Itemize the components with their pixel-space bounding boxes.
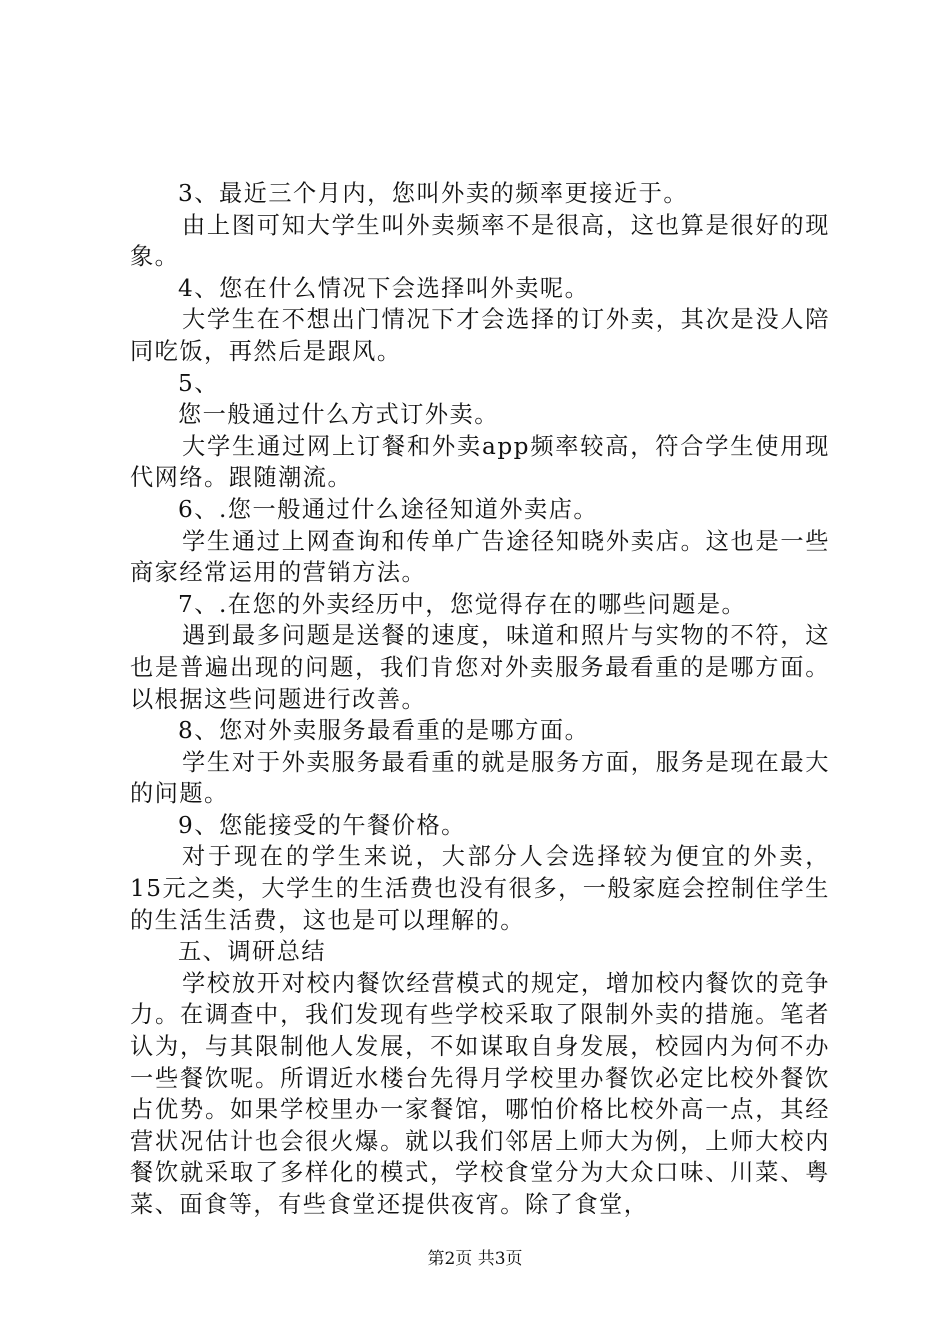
section-heading-summary: 五、调研总结 bbox=[178, 938, 327, 966]
answer-4: 大学生在不想出门情况下才会选择的订外卖，其次是没人陪同吃饭，再然后是跟风。 bbox=[130, 306, 830, 365]
question-8: 8、您对外卖服务最看重的是哪方面。 bbox=[178, 717, 590, 745]
answer-6: 学生通过上网查询和传单广告途径知晓外卖店。这也是一些商家经常运用的营销方法。 bbox=[130, 527, 830, 587]
answer-9: 对于现在的学生来说，大部分人会选择较为便宜的外卖，15元之类，大学生的生活费也没有很多，一般家庭会控制住学生的生活生活费，这也是可以理解的。 bbox=[130, 843, 830, 934]
document-body bbox=[130, 178, 830, 1221]
question-7: 7、.在您的外卖经历中，您觉得存在的哪些问题是。 bbox=[178, 590, 747, 618]
answer-5: 大学生通过网上订餐和外卖app频率较高，符合学生使用现代网络。跟随潮流。 bbox=[130, 432, 830, 492]
question-6: 6、.您一般通过什么途径知道外卖店。 bbox=[178, 495, 599, 523]
summary-paragraph: 学校放开对校内餐饮经营模式的规定，增加校内餐饮的竞争力。在调查中，我们发现有些学校采取了限制外卖的措施。笔者认为，与其限制他人发展，不如谋取自身发展，校园内为何不办一些餐饮呢。所谓近水楼台先得月学校里办餐饮必定比校外餐饮占优势。如果学校里办一家餐馆，哪怕价格比校外高一点，其经营状况估计也会很火爆。就以我们邻居上师大为例，上师大校内餐饮就采取了多样化的模式，学校食堂分为大众口味、川菜、粤菜、面食等，有些食堂还提供夜宵。除了食堂， bbox=[130, 969, 830, 1218]
answer-3: 由上图可知大学生叫外卖频率不是很高，这也算是很好的现象。 bbox=[130, 211, 830, 271]
question-3: 3、最近三个月内，您叫外卖的频率更接近于。 bbox=[178, 180, 689, 207]
question-5-number: 5、 bbox=[178, 369, 219, 397]
page-footer: 第2页 共3页 bbox=[427, 1249, 523, 1269]
answer-7: 遇到最多问题是送餐的速度，味道和照片与实物的不符，这也是普遍出现的问题，我们肯您对外卖服务最看重的是哪方面。以根据这些问题进行改善。 bbox=[130, 622, 830, 713]
question-9: 9、您能接受的午餐价格。 bbox=[178, 811, 466, 839]
question-4: 4、您在什么情况下会选择叫外卖呢。 bbox=[178, 274, 590, 302]
answer-8: 学生对于外卖服务最看重的就是服务方面，服务是现在最大的问题。 bbox=[130, 748, 830, 808]
question-5: 您一般通过什么方式订外卖。 bbox=[178, 401, 499, 429]
